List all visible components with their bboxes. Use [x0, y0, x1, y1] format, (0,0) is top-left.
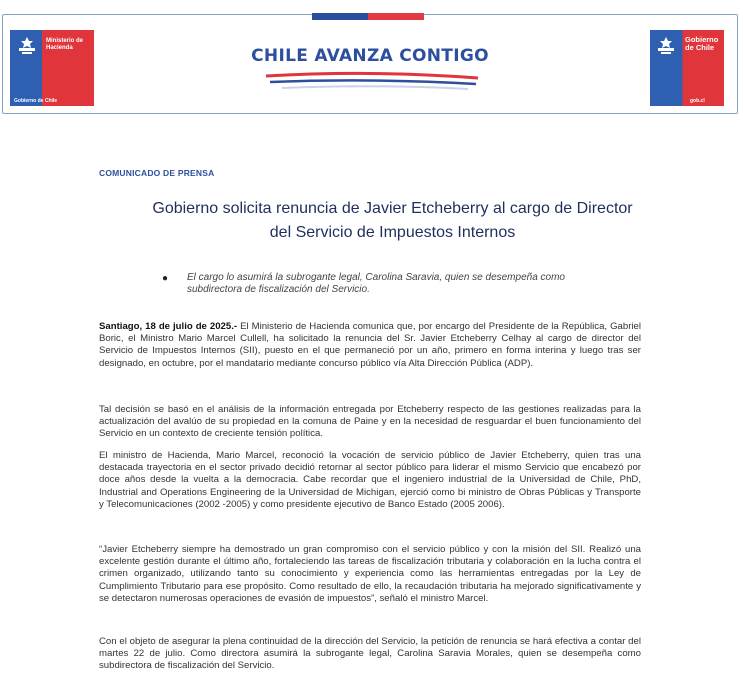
- paragraph-1: [99, 321, 641, 370]
- top-stripe-red: [368, 13, 424, 20]
- gobierno-logo-footer: gob.cl: [690, 98, 705, 104]
- hacienda-logo-name: Ministerio de Hacienda: [46, 38, 84, 51]
- paragraph-4: “Javier Etcheberry siempre ha demostrado un gran compromiso con el servicio público y con la misión del SII. Realizó una excelente gestión durante el último año, fortaleciendo las tareas de fiscalización tributaria y colaboración en la lucha contra el crimen organizado, utilizando tanto su conocimiento y experiencia como las herramientas entregadas por la Ley de Cumplimiento Tributario para ese propósito. Como resultado de ello, la recaudación tributaria ha mejorado significativamente y se detectaron numerosas operaciones de evasión de impuestos”, señaló el ministro Marcel.: [99, 544, 641, 604]
- coat-of-arms-icon: [655, 36, 677, 56]
- gobierno-logo-name: Gobierno de Chile: [685, 35, 719, 52]
- hacienda-logo-footer: Gobierno de Chile: [14, 98, 58, 104]
- paragraph-2: Tal decisión se basó en el análisis de la información entregada por Etcheberry respecto de las gestiones realizadas para la actualización del avalúo de su propiedad en la comuna de Paine y en la necesidad de resguardar el buen funcionamiento del Servicio en un contexto de creciente tensión política.: [99, 404, 641, 440]
- dateline: Santiago, 18 de julio de 2025.-: [99, 321, 238, 332]
- paragraph-5: Con el objeto de asegurar la plena continuidad de la dirección del Servicio, la petición de renuncia se hará efectiva a contar del martes 22 de julio. Como directora asumirá la subrogante legal, Carolina Saravia Morales, quien se desempeña como subdirectora de fiscalización del Servicio.: [99, 636, 641, 672]
- swoosh-graphic: [262, 70, 482, 92]
- bullet-dot-icon: ●: [162, 273, 169, 284]
- headline: [100, 197, 685, 245]
- coat-of-arms-icon: [16, 36, 38, 56]
- press-release-kicker: COMUNICADO DE PRENSA: [99, 168, 215, 178]
- banner-title: CHILE AVANZA CONTIGO: [251, 46, 489, 66]
- paragraph-1-body: El Ministerio de Hacienda comunica que, por encargo del Presidente de la República, Gabriel Boric, el Ministro Mario Marcel Cullell, ha solicitado la renuncia del Sr. Javier Etcheberry Celhay al cargo de director del Servicio de Impuestos Internos (SII), puesto en el que permaneció por un año, primero en forma interina y luego tras ser designado, en octubre, por el mandatario mediante concurso público vía Alta Dirección Pública (ADP).: [99, 321, 641, 369]
- paragraph-3: El ministro de Hacienda, Mario Marcel, reconoció la vocación de servicio público de Javier Etcheberry, quien tras una destacada trayectoria en el sector privado decidió retornar al sector público para liderar el mismo Servicio que encabezó por doce años desde la vuelta a la democracia. Cabe recordar que el ingeniero industrial de la Universidad de Chile, PhD, Industrial and Operations Engineering de la Universidad de Michigan, ejerció como bi ministro de Obras Públicas y Transporte y Telecomunicaciones (2002 -2005) y como presidente ejecutivo de Banco Estado (2005 2006).: [99, 450, 641, 510]
- top-stripe-blue: [312, 13, 368, 20]
- gobierno-logo: [650, 30, 724, 106]
- headline-line-2: del Servicio de Impuestos Internos: [269, 224, 516, 241]
- hacienda-logo: [10, 30, 94, 106]
- headline-line-1: Gobierno solicita renuncia de Javier Etcheberry al cargo de Director: [152, 200, 633, 217]
- summary-bullet-text: El cargo lo asumirá la subrogante legal, Carolina Saravia, quien se desempeña como subdirectora de fiscalización del Servicio.: [187, 272, 565, 295]
